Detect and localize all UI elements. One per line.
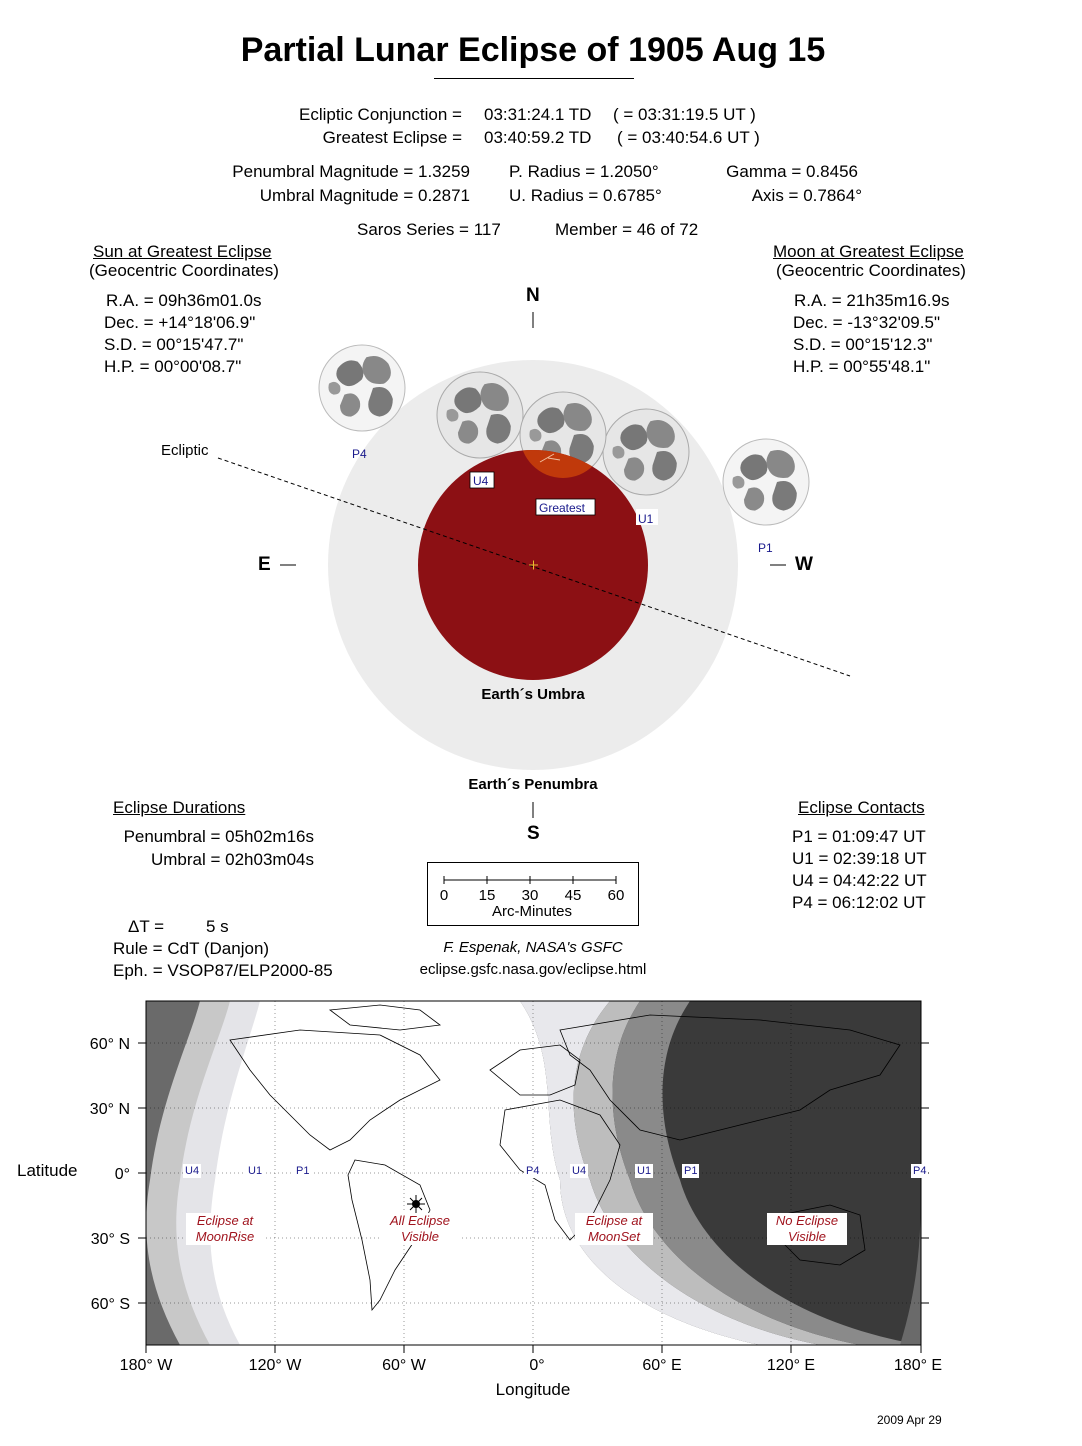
scale-tick-30: 30 [521, 887, 539, 904]
map-label-u1-east: U1 [637, 1165, 652, 1177]
zone-moonset-label [575, 1213, 653, 1245]
north-label: N [526, 285, 540, 306]
zone-moonset-line2: MoonSet [587, 1229, 641, 1244]
duration-umbral: Umbral = 02h03m04s [150, 850, 314, 869]
south-label: S [527, 823, 540, 844]
zone-moonset-line1: Eclipse at [585, 1213, 643, 1228]
conjunction-ut: ( = 03:31:19.5 UT ) [613, 105, 756, 124]
saros-series: Saros Series = 117 [357, 220, 501, 239]
ecliptic-label: Ecliptic [161, 442, 209, 459]
zone-none-label [767, 1213, 847, 1245]
delta-t-value: 5 s [206, 917, 229, 936]
lat-tick-60s: 60° S [90, 1296, 130, 1313]
date-stamp: 2009 Apr 29 [877, 1413, 942, 1427]
scale-tick-0: 0 [439, 887, 449, 904]
lon-tick-0: 0° [529, 1357, 545, 1374]
rule-text: Rule = CdT (Danjon) [113, 939, 270, 958]
zone-moonrise-label [186, 1213, 264, 1245]
zone-none-line2: Visible [787, 1229, 827, 1244]
map-label-p1-west: P1 [296, 1165, 310, 1177]
penumbral-magnitude: Penumbral Magnitude = 1.3259 [232, 162, 470, 181]
moon-subheading: (Geocentric Coordinates) [776, 261, 966, 280]
lon-axis-title: Longitude [495, 1380, 571, 1399]
umbra-radius: U. Radius = 0.6785° [509, 186, 662, 205]
lon-tick-180w: 180° W [119, 1357, 173, 1374]
lat-tick-0: 0° [114, 1166, 130, 1183]
lat-tick-60n: 60° N [89, 1036, 130, 1053]
map-label-p4-east: P4 [913, 1165, 927, 1177]
moon-dec: Dec. = -13°32'09.5" [793, 313, 940, 332]
sun-heading: Sun at Greatest Eclipse [93, 242, 272, 261]
lat-axis-title: Latitude [17, 1161, 78, 1180]
map-label-u4-west: U4 [185, 1165, 200, 1177]
lat-tick-30n: 30° N [89, 1101, 130, 1118]
greatest-ut: ( = 03:40:54.6 UT ) [617, 128, 760, 147]
durations-heading: Eclipse Durations [113, 798, 246, 817]
greatest-td: 03:40:59.2 TD [484, 128, 592, 147]
contact-p1: P1 = 01:09:47 UT [792, 827, 926, 846]
conjunction-td: 03:31:24.1 TD [484, 105, 592, 124]
scale-label: Arc-Minutes [491, 903, 573, 920]
lon-tick-60e: 60° E [642, 1357, 682, 1374]
label-greatest: Greatest [539, 501, 586, 515]
lon-tick-60w: 60° W [382, 1357, 426, 1374]
label-p4: P4 [352, 447, 367, 461]
moon-heading: Moon at Greatest Eclipse [773, 242, 964, 261]
gamma-value: Gamma = 0.8456 [726, 162, 858, 181]
lon-tick-120e: 120° E [766, 1357, 816, 1374]
zone-all-line1: All Eclipse [390, 1213, 450, 1228]
zone-moonrise-line2: MoonRise [195, 1229, 255, 1244]
duration-penumbral: Penumbral = 05h02m16s [123, 827, 314, 846]
conjunction-label: Ecliptic Conjunction = [298, 105, 462, 124]
penumbra-radius: P. Radius = 1.2050° [509, 162, 659, 181]
map-label-p1-east: P1 [684, 1165, 698, 1177]
sun-subheading: (Geocentric Coordinates) [89, 261, 279, 280]
saros-member: Member = 46 of 72 [555, 220, 699, 239]
contact-u1: U1 = 02:39:18 UT [792, 849, 927, 868]
scale-tick-60: 60 [607, 887, 625, 904]
moon-hp: H.P. = 00°55'48.1" [793, 357, 931, 376]
lat-tick-30s: 30° S [90, 1231, 130, 1248]
sun-sd: S.D. = 00°15'47.7" [104, 335, 244, 354]
umbral-magnitude: Umbral Magnitude = 0.2871 [259, 186, 470, 205]
contacts-heading: Eclipse Contacts [798, 798, 925, 817]
sun-hp: H.P. = 00°00'08.7" [104, 357, 242, 376]
contact-u4: U4 = 04:42:22 UT [792, 871, 927, 890]
map-label-p4-mid: P4 [526, 1165, 540, 1177]
umbra-label: Earth´s Umbra [481, 686, 585, 703]
scale-tick-45: 45 [564, 887, 582, 904]
lon-tick-180e: 180° E [893, 1357, 943, 1374]
east-label: E [258, 554, 271, 575]
map-label-u1-west: U1 [248, 1165, 263, 1177]
sun-dec: Dec. = +14°18'06.9" [104, 313, 256, 332]
delta-t-label: ΔT = [128, 917, 165, 936]
scale-tick-15: 15 [478, 887, 496, 904]
zone-all-label [381, 1213, 459, 1245]
map-label-u4-east: U4 [572, 1165, 587, 1177]
west-label: W [795, 554, 813, 575]
ephemeris-text: Eph. = VSOP87/ELP2000-85 [113, 961, 333, 980]
zone-all-line2: Visible [400, 1229, 440, 1244]
page-title: Partial Lunar Eclipse of 1905 Aug 15 [240, 31, 826, 69]
axis-value: Axis = 0.7864° [751, 186, 862, 205]
label-p1: P1 [758, 541, 773, 555]
zone-none-line1: No Eclipse [775, 1213, 839, 1228]
penumbra-label: Earth´s Penumbra [468, 776, 598, 793]
greatest-label: Greatest Eclipse = [322, 128, 462, 147]
contact-p4: P4 = 06:12:02 UT [792, 893, 926, 912]
lon-tick-120w: 120° W [248, 1357, 302, 1374]
moon-ra: R.A. = 21h35m16.9s [794, 291, 950, 310]
label-u1: U1 [638, 512, 654, 526]
moon-sd: S.D. = 00°15'12.3" [793, 335, 933, 354]
sun-ra: R.A. = 09h36m01.0s [106, 291, 262, 310]
zone-moonrise-line1: Eclipse at [196, 1213, 254, 1228]
label-u4: U4 [473, 474, 489, 488]
credit-text: F. Espenak, NASA's GSFC [443, 939, 623, 956]
url-link[interactable]: eclipse.gsfc.nasa.gov/eclipse.html [419, 961, 647, 978]
